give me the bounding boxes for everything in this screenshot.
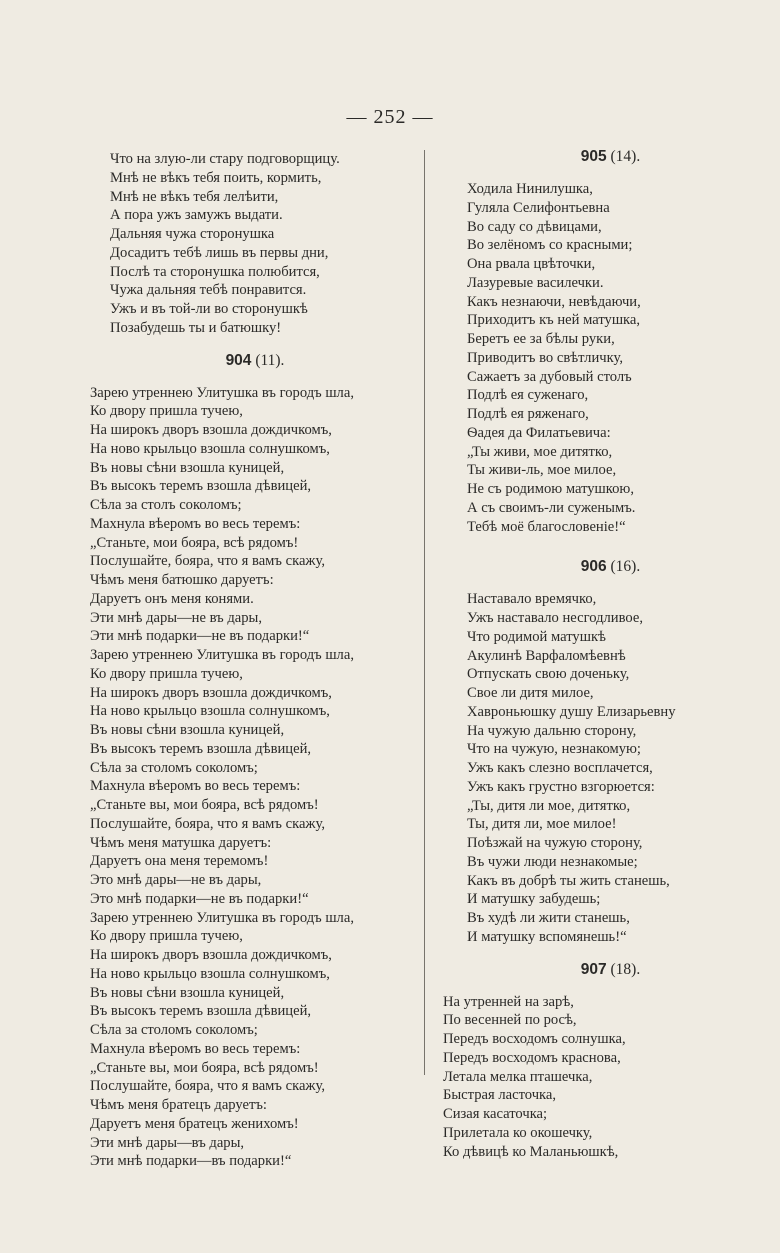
song-subnumber: (16). [610,558,641,576]
verse-line: Ко двору пришла тучею, [90,403,243,420]
verse-line: Въ высокъ теремъ взошла дѣвицей, [90,1003,312,1020]
right-column [443,148,778,1161]
verse-line: Эти мнѣ подарки—въ подарки!“ [90,1153,292,1170]
verse-line: Лазуревые василечки. [467,274,604,291]
verse-line: Махнула вѣеромъ во весь теремъ: [90,515,301,532]
verse-line: Ко двору пришла тучею, [90,928,243,945]
verse-line: На широкъ дворъ взошла дождичкомъ, [90,684,332,701]
song-904-text [90,384,420,1172]
verse-line: Ужъ какъ слезно восплачется, [467,760,653,776]
verse-line: Послѣ та сторонушка полюбится, [110,263,320,280]
verse-line: Ты, дитя ли, мое милое! [467,816,617,833]
verse-line: Досадитъ тебѣ лишь въ первы дни, [110,244,329,261]
verse-line: „Станьте, мои бояра, всѣ рядомъ! [90,534,299,551]
verse-line: Поѣзжай на чужую сторону, [467,835,643,851]
verse-line: Летала мелка пташечка, [443,1068,593,1085]
verse-line: Махнула вѣеромъ во весь теремъ: [90,778,301,795]
song-heading-907 [443,961,778,981]
verse-line: Что на злую-ли стару подговорщицу. [110,151,340,167]
verse-line: Это мнѣ подарки—не въ подарки!“ [90,890,309,907]
verse-line: Въ высокъ теремъ взошла дѣвицей, [90,478,312,495]
verse-line: Послушайте, бояра, что я вамъ скажу, [90,553,325,570]
verse-line: Въ худѣ ли жити станешь, [467,910,630,926]
verse-line: Даруетъ меня братецъ женихомъ! [90,1115,299,1132]
verse-line: Послушайте, бояра, что я вамъ скажу, [90,1078,325,1095]
verse-line: Свое ли дитя милое, [467,685,594,701]
verse-line: Въ высокъ теремъ взошла дѣвицей, [90,740,312,757]
verse-line: Передъ восходомъ солнушка, [443,1031,626,1047]
left-column [90,150,420,1171]
song-subnumber: (11). [255,351,285,369]
verse-line: Приходитъ къ ней матушка, [467,312,641,329]
verse-line: Зарею утреннею Улитушка въ городъ шла, [90,384,354,401]
verse-line: Въ новы сѣни взошла куницей, [90,722,285,738]
verse-line: Какъ незнаючи, невѣдаючи, [467,293,641,310]
verse-line: Позабудешь ты и батюшку! [110,319,282,336]
verse-line: Не съ родимою матушкою, [467,481,634,497]
verse-line: И матушку вспомянешь!“ [467,928,627,945]
verse-line: Даруетъ она меня теремомъ! [90,853,269,870]
verse-line: Какъ въ добрѣ ты жить станешь, [467,872,670,889]
verse-line: Приводитъ во свѣтличку, [467,349,623,366]
verse-line: Эти мнѣ дары—въ дары, [90,1134,245,1151]
verse-line: Что на чужую, незнакомую; [467,741,641,758]
verse-line: А съ своимъ-ли суженымъ. [467,499,636,516]
verse-line: Ко дѣвицѣ ко Маланьюшкѣ, [443,1143,619,1160]
verse-line: Въ новы сѣни взошла куницей, [90,459,285,476]
verse-line: „Станьте вы, мои бояра, всѣ рядомъ! [90,1059,319,1076]
verse-line: Быстрая ласточка, [443,1087,557,1104]
verse-line: Она рвала цвѣточки, [467,256,596,272]
verse-line: Беретъ ее за бѣлы руки, [467,331,615,347]
verse-line: На ново крыльцо взошла солнушкомъ, [90,965,330,982]
verse-line: На широкъ дворъ взошла дождичкомъ, [90,947,332,963]
verse-line: Отпускать свою доченьку, [467,666,630,683]
verse-line: Ты живи-ль, мое милое, [467,462,617,479]
verse-line: И матушку забудешь; [467,891,601,908]
verse-line: Сѣла за столъ соколомъ; [90,497,242,513]
song-number: 905 [580,148,607,165]
verse-line: Подлѣ ея ряженаго, [467,406,589,422]
verse-line: Прилетала ко окошечку, [443,1124,593,1141]
verse-line: Сѣла за столомъ соколомъ; [90,759,258,776]
song-subnumber: (14). [610,148,641,165]
verse-line: Послушайте, бояра, что я вамъ скажу, [90,815,325,832]
verse-line: Дальняя чужа сторонушка [110,226,275,242]
verse-line: Хавроньюшку душу Елизарьевну [467,703,676,720]
verse-line: Махнула вѣеромъ во весь теремъ: [90,1040,301,1057]
verse-line: Сѣла за столомъ соколомъ; [90,1022,258,1038]
verse-line: На ново крыльцо взошла солнушкомъ, [90,703,330,720]
verse-line: Зарею утреннею Улитушка въ городъ шла, [90,647,354,663]
verse-line: Наставало времячко, [467,591,597,608]
verse-line: Эти мнѣ дары—не въ дары, [90,609,262,626]
verse-line: Въ новы сѣни взошла куницей, [90,984,285,1001]
verse-line: Чѣмъ меня матушка даруетъ: [90,834,272,851]
verse-line: А пора ужъ замужъ выдати. [110,207,283,224]
verse-line: На ново крыльцо взошла солнушкомъ, [90,440,330,457]
verse-line: Зарею утреннею Улитушка въ городъ шла, [90,909,354,926]
verse-line: Чужа дальняя тебѣ понравится. [110,282,307,299]
verse-line: Сизая касаточка; [443,1106,548,1122]
song-heading-906 [443,558,778,578]
song-906-text [443,590,778,946]
verse-line: Сажаетъ за дубовый столъ [467,368,632,385]
verse-line: Тебѣ моё благословеніе!“ [467,518,626,535]
verse-line: Это мнѣ дары—не въ дары, [90,872,262,888]
verse-line: Ужъ какъ грустно взгорюется: [467,778,655,795]
verse-line: Ходила Нинилушка, [467,181,593,197]
verse-line: Ужъ и въ той-ли во сторонушкѣ [110,301,308,317]
intro-stanza [90,150,420,338]
song-number: 906 [580,558,607,576]
verse-line: По весенней по росѣ, [443,1012,577,1029]
verse-line: На широкъ дворъ взошла дождичкомъ, [90,422,332,438]
verse-line: Ужъ наставало несгодливое, [467,610,644,626]
song-number: 907 [580,960,607,978]
verse-line: Чѣмъ меня батюшко даруетъ: [90,572,274,588]
verse-line: „Ты живи, мое дитятко, [467,443,613,460]
verse-line: Ѳадея да Филатьевича: [467,424,611,441]
verse-line: Ко двору пришла тучею, [90,665,243,682]
verse-line: Подлѣ ея суженаго, [467,387,589,404]
verse-line: Чѣмъ меня братецъ даруетъ: [90,1097,267,1113]
verse-line: На утренней на зарѣ, [443,993,574,1010]
verse-line: Гуляла Селифонтьевна [467,199,610,216]
verse-line: Во саду со дѣвицами, [467,218,602,235]
verse-line: „Ты, дитя ли мое, дитятко, [467,797,631,814]
page-number: — 252 — [346,106,434,128]
song-subnumber: (18). [610,960,641,978]
song-heading-905 [443,148,778,168]
song-heading-904 [90,352,420,372]
verse-line: Эти мнѣ подарки—не въ подарки!“ [90,628,310,645]
verse-line: Что родимой матушкѣ [467,628,606,645]
column-divider [424,150,425,1075]
verse-line: На чужую дальню сторону, [467,722,637,739]
verse-line: Мнѣ не вѣкъ тебя лелѣити, [110,188,279,205]
verse-line: Во зелёномъ со красными; [467,237,633,254]
verse-line: Акулинѣ Варфаломѣевнѣ [467,647,626,664]
verse-line: Даруетъ онъ меня конями. [90,590,254,607]
verse-line: „Станьте вы, мои бояра, всѣ рядомъ! [90,797,319,813]
verse-line: Мнѣ не вѣкъ тебя поить, кормить, [110,169,322,186]
song-905-text [443,180,778,536]
verse-line: Въ чужи люди незнакомые; [467,853,638,870]
song-907-text [443,993,778,1162]
verse-line: Передъ восходомъ краснова, [443,1049,621,1066]
song-number: 904 [225,351,252,369]
